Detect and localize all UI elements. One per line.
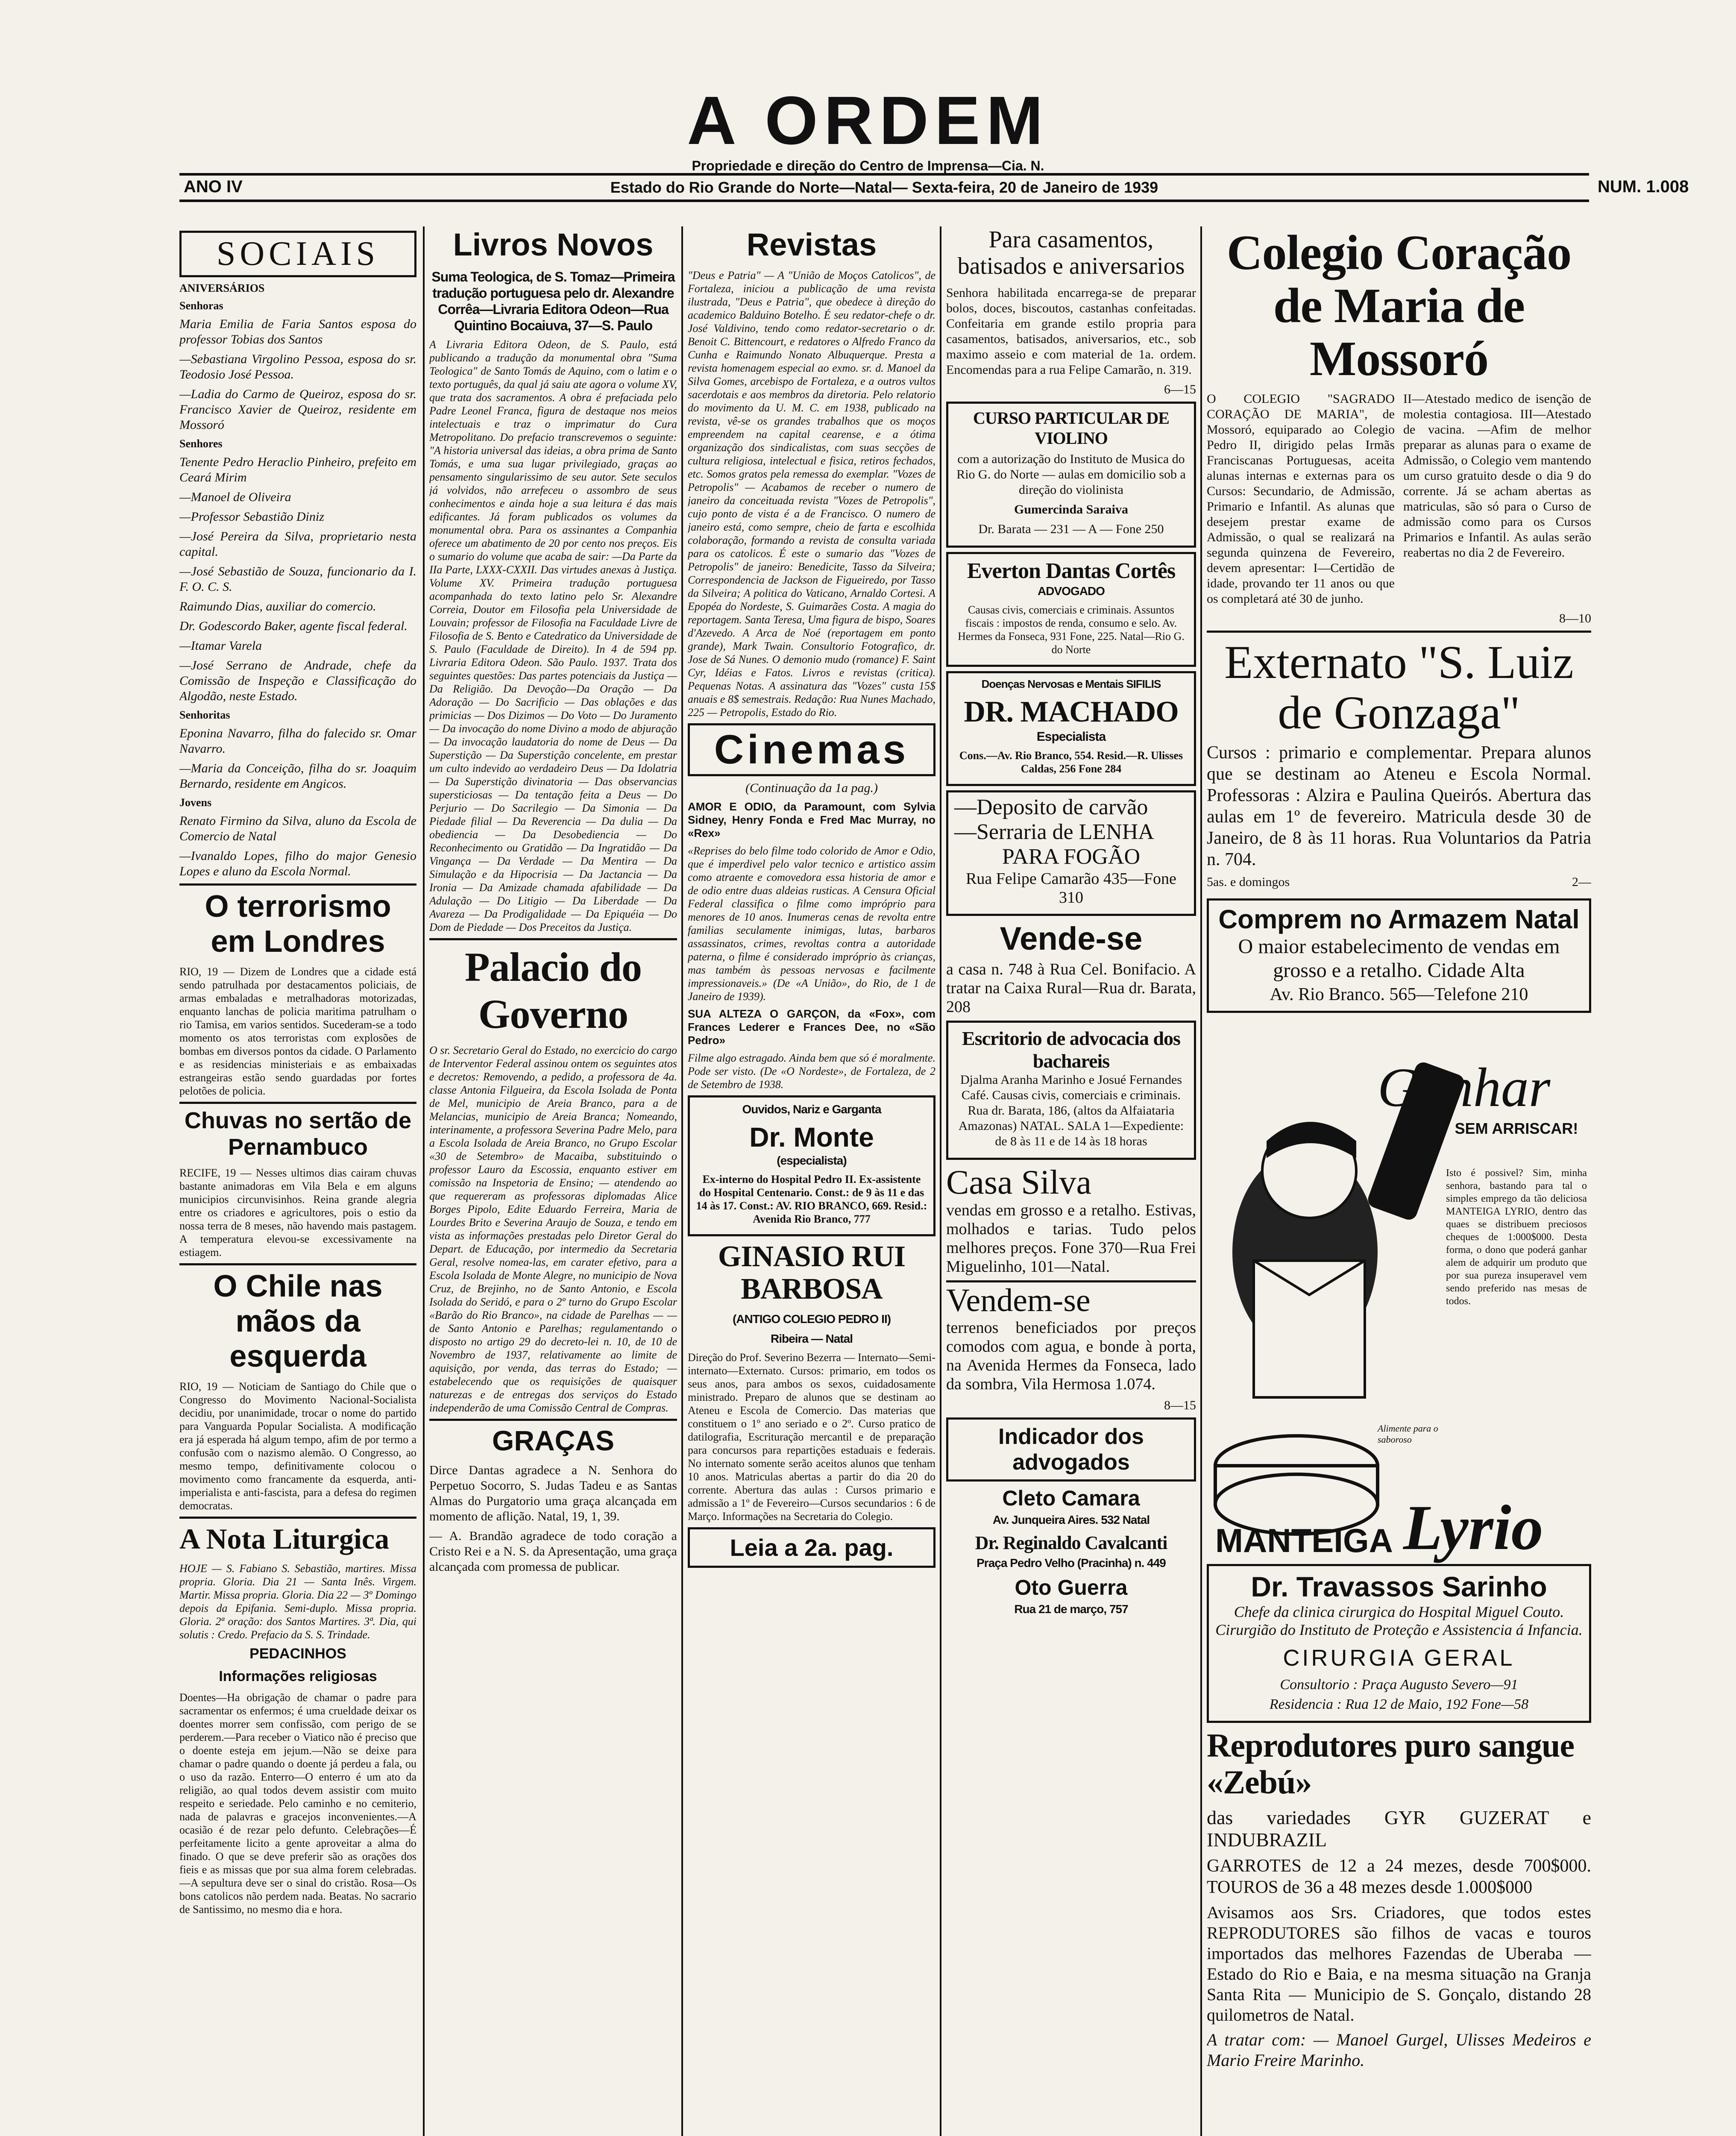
cinemas-continuation: (Continuação da 1a pag.): [745, 781, 878, 795]
zebu-headline: Reprodutores puro sangue «Zebú»: [1207, 1727, 1575, 1801]
sociais-heading: SOCIAIS: [216, 235, 380, 273]
cinemas-header-box: [688, 723, 935, 776]
column-divider: [1200, 226, 1202, 2136]
armazem-headline: Comprem no Armazem Natal: [1218, 905, 1580, 934]
lenha-ad: [946, 790, 1196, 916]
escritorio-text: Djalma Aranha Marinho e Josué Fernandes Café. Causas civis, comerciais e criminais. Rua dr. Barata, 186, (altos da Alfaiataria Amazonas) NATAL. SALA 1—Expediente: de 8 às 11 e de 14 às 18 horas: [958, 1073, 1184, 1148]
batisados-text: Senhora habilitada encarrega-se de preparar bolos, doces, biscoutos, castanhas confeitadas. Confeitaria em grande estilo propria para casamentos, batisados, aniversarios, etc., sob maximo asseio e com material de 1a. ordem. Encomendas para a rua Felipe Camarão, n. 319.: [946, 286, 1196, 377]
terrorismo-article: RIO, 19 — Dizem de Londres que a cidade está sendo patrulhada por destacamentos policiais, de armas embaladas e metralhadoras motorizadas, enquanto lanchas de policia maritima patrulham o rio Tamisa, em varios sentidos. Sucederam-se a todo momento os atos terroristas com explosões de bombas em diversos pontos da cidade. O Parlamento e as residencias ministeriais e as embaixadas estrangeiras estão sendo guardadas por fortes pelotões de policia.: [179, 965, 416, 1097]
list-item: Jovens: [179, 796, 212, 809]
leia-label: Leia a 2a. pag.: [730, 1534, 894, 1561]
livros-subhead: Suma Teologica, de S. Tomaz—Primeira tradução portuguesa pelo dr. Alexandre Corrêa—Livraria Editora Odeon—Rua Quintino Bocaiuva, 37—S. Paulo: [431, 269, 675, 333]
ginasio-headline: GINASIO RUI BARBOSA: [718, 1240, 906, 1306]
colegio-text-b: II—Atestado medico de isenção de molestia contagiosa. III—Atestado de vacina. —Afim de melhor preparar as alunas para o exame de Admissão, o Colegio vem mantendo um curso gratuito desde o dia 9 do corrente. Já se acham abertas as matriculas, são só para o Curso de admissão como para os Cursos Primarios e Infantil. As aulas serão reabertas no dia 2 de Fevereiro.: [1403, 392, 1591, 560]
ganhar-caption: Alimente para o saboroso: [1378, 1423, 1438, 1445]
list-item: Dr. Godescordo Baker, agente fiscal federal.: [179, 619, 408, 633]
list-item: Renato Firmino da Silva, aluno da Escola de Comercio de Natal: [179, 814, 416, 843]
list-item: —Ladia do Carmo de Queiroz, esposa do sr. Francisco Xavier de Queiroz, residente em Mossoró: [179, 387, 416, 432]
advogado-address: Praça Pedro Velho (Pracinha) n. 449: [976, 1556, 1166, 1570]
chile-article: RIO, 19 — Noticiam de Santiago do Chile que o Congresso do Movimento Nacional-Socialista decidiu, por unanimidade, trocar o nome do partido para Vanguarda Popular Socialista. A modificação era já esperada há algum tempo, afim de por termo a confusão com o nazismo alemão. O Congresso, ao mesmo tempo, definitivamente colocou o movimento como francamente da esquerda, anti-imperialista e anti-fascista, para a defesa do regimen democratas.: [179, 1380, 416, 1512]
ad-name: Dr. Monte: [749, 1122, 874, 1153]
everton-headline: Everton Dantas Cortês: [967, 559, 1176, 583]
ginasio-place: Ribeira — Natal: [771, 1332, 853, 1345]
column-anuncios: [946, 226, 1196, 2136]
ad-text: Ex-interno do Hospital Pedro II. Ex-assistente do Hospital Centenario. Const.: de 9 às 11 e das 14 às 17. Const.: AV. RIO BRANCO, 669. Resid.: Avenida Rio Branco, 777: [696, 1173, 927, 1225]
machado-ad: [946, 671, 1196, 786]
armazem-ad: [1207, 898, 1591, 1013]
list-item: —Ivanaldo Lopes, filho do major Genesio Lopes e aluno da Escola Normal.: [179, 849, 416, 878]
manteiga-lyrio-ad: [1207, 1030, 1591, 1563]
column-divider: [423, 226, 425, 2136]
chuvas-headline: Chuvas no sertão de Pernambuco: [184, 1108, 412, 1160]
everton-text: Causas civis, comerciais e criminais. Assuntos fiscais : impostos de renda, consumo e selo. Av. Hermes da Fonseca, 931 Fone, 225. Natal—Rio G. do Norte: [958, 604, 1185, 656]
gracas-text-2: — A. Brandão agradece de todo coração a Cristo Rei e a N. S. da Apresentação, uma graça alcançada com promessa de publicar.: [429, 1529, 677, 1574]
escritorio-headline: Escritorio de advocacia dos bachareis: [962, 1027, 1180, 1072]
zebu-subtitle: das variedades GYR GUZERAT e INDUBRAZIL: [1207, 1807, 1591, 1851]
vende-headline: Vende-se: [1000, 921, 1143, 957]
year-label: ANO IV: [184, 177, 243, 196]
armazem-text: O maior estabelecimento de vendas em grosso e a retalho. Cidade Alta: [1238, 935, 1560, 982]
palacio-headline: Palacio do Governo: [465, 944, 642, 1037]
advogado-name: Oto Guerra: [1015, 1576, 1128, 1599]
lenha-line: —Deposito de carvão: [954, 795, 1148, 819]
casa-silva-text: vendas em grosso e a retalho. Estivas, molhados e tarias. Tudo pelos melhores preços. Fone 370—Rua Frei Miguelinho, 101—Natal.: [946, 1201, 1196, 1276]
list-item: —Sebastiana Virgolino Pessoa, esposa do sr. Teodosio José Pessoa.: [179, 352, 416, 381]
list-item: Senhores: [179, 437, 223, 450]
section-label: ANIVERSÁRIOS: [179, 282, 265, 294]
cinema-title: AMOR E ODIO, da Paramount, com Sylvia Sidney, Henry Fonda e Fred Mac Murray, no «Rex»: [688, 800, 935, 839]
informacoes-heading: Informações religiosas: [219, 1668, 377, 1684]
indicador-headline: Indicador dos advogados: [998, 1424, 1144, 1475]
leia-box: [688, 1527, 935, 1568]
everton-role: ADVOGADO: [1038, 584, 1105, 598]
list-item: —Manoel de Oliveira: [179, 490, 291, 504]
colegio-text-a: O COLEGIO "SAGRADO CORAÇÃO DE MARIA", de Mossoró, equiparado ao Colegio Pedro II, dirigido pelas Irmãs Franciscanas Portuguesas, aceita alunas internas e externas para os Cursos: Secundario, de Admissão, Primario e Infantil. As alunas que desejem prestar exame de Admissão, o qual se realizará na segunda quinzena de Fevereiro, devem apresentar: I—Certidão de idade, provando ter 11 anos ou que os completará até 30 de junho.: [1207, 392, 1395, 606]
ginasio-subtitle: (ANTIGO COLEGIO PEDRO II): [732, 1312, 891, 1326]
column-colegio: [1207, 226, 1591, 2136]
zebu-prices: GARROTES de 12 a 24 mezes, desde 700$000. TOUROS de 36 a 48 mezes desde 1.000$000: [1207, 1856, 1591, 1897]
list-item: Tenente Pedro Heraclio Pinheiro, prefeito em Ceará Mirim: [179, 455, 416, 484]
sarinho-text: Chefe da clinica cirurgica do Hospital Miguel Couto. Cirurgião do Instituto de Proteção e Assistencia á Infancia.: [1215, 1603, 1583, 1638]
lyrio-word: Lyrio: [1403, 1492, 1543, 1563]
palacio-article: O sr. Secretario Geral do Estado, no exercicio do cargo de Interventor Federal assinou ontem os seguintes atos e decretos: Removendo, a pedido, a professora de 4a. classe Antonia Filgueira, da Escola Isolada de Ponta de Mel, municipio de Areia Branco, para a de Melancias, municipio de Areia Branca; Nomeando, interinamente, a professora Severina Padre Melo, para a Escola Isolada de Areia Branco, no Grupo Escolar «30 de Setembro» de Macaiba, substituindo o professor Lauro da Escossia, enquanto estiver em comissão na Inspetoria de Ensino; — atendendo ao que requereram as professoras diplomadas Alice Borges Pipolo, Edite Eduardo Ferreira, Maria de Lourdes Brito e Severina Araujo de Souza, e tendo em vista as informações prestadas pelo Diretor Geral do Depart. de Educação, por intermedio da Secretaria Geral, resolve nomea-las, em carater efetivo, para a Escola Isolada de Monte Alegre, no municipio de Nova Cruz, de Brejinho, no de Santo Antonio, e Escola Isolada do Seridó, e para o 2º turno do Grupo Escolar «Barão do Rio Branco», na cidade de Parelhas — — de Santo Antonio e Parelhas; regulamentando o disposto no artigo 29 do decreto-lei n. 10, de 10 de Novembro de 1937, relativamente ao limite de aquisição, por venda, das terras do Estado; — estabelecendo que os requisições de quaisquer naturezas e de entregas dos serviços do Estado independerão de uma Comissão Central de Compras.: [429, 1044, 677, 1414]
advogado-address: Rua 21 de março, 757: [1014, 1602, 1128, 1616]
terrorismo-headline: O terrorismo em Londres: [205, 889, 391, 959]
ginasio-text: Direção do Prof. Severino Bezerra — Internato—Semi-internato—Externato. Cursos: primario, em todos os seus anos, para ambos os sexos, cuidadosamente ministrado. Preparo de alunos que se destinam ao Ateneu e Escola de Comercio. Das materias que constituem o 1º ano seriado e o 2º. Curso pratico de datilografia, Escrituração mercantil e de preparação para concursos para repartições estaduais e federais. No internato somente serão aceitos alunos que tenham 10 anos. Matriculas abertas a partir do dia 20 do corrente. Abertura das aulas : Cursos primario e admissão a 1º de Fevereiro—Cursos secundarios : 6 de Março. Informações na Secretaria do Colegio.: [688, 1351, 935, 1523]
sarinho-consultorio: Consultorio : Praça Augusto Severo—91: [1280, 1677, 1518, 1693]
cinema-review: Filme algo estragado. Ainda bem que só é moralmente. Pode ser visto. (De «O Nordeste», de Fortaleza, de 2 de Setembro de 1938.: [688, 1052, 935, 1091]
dr-monte-ad: [688, 1095, 935, 1236]
machado-name: DR. MACHADO: [964, 695, 1179, 728]
cinemas-headline: Cinemas: [714, 727, 909, 772]
list-item: Eponina Navarro, filha do falecido sr. Omar Navarro.: [179, 726, 416, 756]
list-item: —Itamar Varela: [179, 639, 262, 653]
column-divider: [681, 226, 683, 2136]
sarinho-ad: [1207, 1564, 1591, 1723]
indicador-box: [946, 1417, 1196, 1482]
armazem-address: Av. Rio Branco. 565—Telefone 210: [1270, 985, 1528, 1004]
lenha-line: —Serraria de LENHA: [954, 820, 1154, 844]
revistas-article: "Deus e Patria" — A "União de Moços Catolicos", de Fortaleza, iniciou a publicação de uma revista ilustrada, "Deus e Patria", que obedece à direção do academico Balduino Botelho. É seu redator-chefe o dr. José Valdivino, tendo como redator-secretario o dr. Benoit C. Bittencourt, e redatores o Alfredo Franco da Cunha e Raimundo Nonato Albuquerque. Presta a revista homenagem especial ao exmo. sr. d. Manoel da Silva Gomes, arcebispo de Fortaleza, e a outros vultos sacerdotais e aos membros da diretoria. Pelo relatorio do movimento da U. M. C. em 1938, publicado na revista, vê-se os grandes trabalhos que os moços empreendem na capital cearense, e a ótima organização dos sindicalistas, com suas secções de cultura religiosa, intelectual e fisica, retiros fechados, etc. Somos gratos pela remessa do exemplar. "Vozes de Petropolis" — Acabamos de receber o numero de janeiro da conceituada revista "Vozes de Petropolis", cujo ponto de vista é a de Francisco. O numero de janeiro está, como sempre, cheio de farta e escolhida colaboração, formando a revista de consulta variada para os catolicos. É este o sumario das "Vozes de Petropolis" de janeiro: Benedicite, Tasso da Silveira; Correspondencia de Jackson de Figueiredo, por Tasso da Silveira; A politica do Vaticano, Arnaldo Cortesi. A Epopéa do Nordeste, S. Guimarães Costa. A magia do reportagem. Santa Teresa, Uma figura de bispo, Soares d'Azevedo. A Arca de Noé (reportagem em ponto grande), Mark Twain. Consultorio Fotografico, dr. Jose de Sá Nunes. O demonio mudo (romance) F. Saint Cyr, Idéias e Fatos. Livros e revistas (critica). Pequenas Notas. A assinatura das "Vozes" custa 15$ anuais e 8$ semestrais. Redação: Rua Nunes Machado, 225 — Petropolis, Estado do Rio.: [688, 269, 935, 719]
violino-address: Dr. Barata — 231 — A — Fone 250: [978, 522, 1164, 536]
list-item: Raimundo Dias, auxiliar do comercio.: [179, 599, 376, 613]
vende-text: a casa n. 748 à Rua Cel. Bonifacio. A tratar na Caixa Rural—Rua dr. Barata, 208: [946, 960, 1196, 1016]
nota-liturgica-headline: A Nota Liturgica: [179, 1523, 390, 1555]
nota-liturgica-text: HOJE — S. Fabiano S. Sebastião, martires. Missa propria. Gloria. Dia 21 — Santa Inês. Virgem. Martir. Missa propria. Gloria. Dia 22 — 3º Domingo depois da Epifania. Semi-duplo. Missa propria. Gloria. 2ª oração: dos Santos Martires. 3ª. Dia, qui solutis : Credo. Prefacio da S. S. Trindade.: [179, 1562, 416, 1641]
batisados-headline: Para casamentos, batisados e aniversarios: [957, 226, 1185, 279]
list-item: —José Sebastião de Souza, funcionario da I. F. O. C. S.: [179, 564, 416, 594]
terrenos-headline: Vendem-se: [946, 1282, 1091, 1318]
sociais-list: [179, 317, 416, 879]
list-item: —Maria da Conceição, filha do sr. Joaquim Bernardo, residente em Angicos.: [179, 761, 416, 791]
column-sociais: [179, 226, 416, 2136]
sociais-header-box: [179, 231, 416, 277]
gracas-headline: GRAÇAS: [492, 1425, 614, 1456]
machado-specialty: Doenças Nervosas e Mentais SIFILIS: [981, 678, 1161, 690]
dateline: Estado do Rio Grande do Norte—Natal— Sexta-feira, 20 de Janeiro de 1939: [179, 173, 1589, 202]
sarinho-headline: Dr. Travassos Sarinho: [1251, 1571, 1547, 1602]
advogado-name: Cleto Camara: [1002, 1486, 1140, 1510]
externato-ref: 2—: [1572, 875, 1591, 889]
zebu-text: Avisamos aos Srs. Criadores, que todos estes REPRODUTORES são filhos de vacas e touros importados das melhores Fazendas de Uberaba — Estado do Rio e Baia, e na mesma situação na Granja Santa Rita — Municipio de S. Gonçalo, distando 28 quilometros de Natal.: [1207, 1903, 1591, 2025]
column-revistas: [688, 226, 935, 2136]
column-livros: [429, 226, 677, 2136]
machado-text: Cons.—Av. Rio Branco, 554. Resid.—R. Ulisses Caldas, 256 Fone 284: [959, 749, 1183, 775]
casa-silva-headline: Casa Silva: [946, 1164, 1091, 1201]
violino-name: Gumercinda Saraiva: [1014, 502, 1128, 516]
cinema-title: SUA ALTEZA O GARÇON, da «Fox», com Frances Lederer e Frances Dee, no «São Pedro»: [688, 1007, 935, 1047]
livros-headline: Livros Novos: [453, 227, 654, 262]
zebu-contact: A tratar com: — Manoel Gurgel, Ulisses Medeiros e Mario Freire Marinho.: [1207, 2030, 1591, 2070]
externato-headline: Externato "S. Luiz de Gonzaga": [1224, 636, 1574, 739]
ganhar-word: Ganhar: [1378, 1057, 1551, 1118]
lenha-line: PARA FOGÃO: [1002, 845, 1141, 869]
colegio-ref: 8—10: [1559, 611, 1591, 625]
issue-number: NUM. 1.008: [1598, 177, 1689, 196]
violino-ad: [946, 402, 1196, 548]
violino-headline: CURSO PARTICULAR DE VIOLINO: [973, 408, 1169, 448]
ad-specialty: Ouvidos, Nariz e Garganta: [742, 1103, 881, 1116]
section-label: Senhoras: [179, 299, 223, 312]
list-item: Senhoritas: [179, 709, 230, 721]
revistas-headline: Revistas: [746, 227, 877, 262]
externato-text: Cursos : primario e complementar. Prepara alunos que se destinam ao Ateneu e Escola Normal. Professoras : Alzira e Paulina Queirós. Abertura das aulas em 1º de fevereiro. Matricula desde 30 de Janeiro, de 8 às 11 horas. Rua Voluntarios da Patria n. 704.: [1207, 743, 1591, 869]
livros-article: A Livraria Editora Odeon, de S. Paulo, está publicando a tradução da monumental obra "Suma Teologica" de Santo Tomás de Aquino, com o latim e o texto português, da qual já saiu ate agora o volume XV, que trata dos sacramentos. A obra é prefaciada pelo Padre Leonel Franca, figura de destaque nos meios intelectuais e traz o imprimatur do Cura Metropolitano. Do prefacio transcrevemos o seguinte: "A historia universal das ideias, a obra prima de Santo Tomás, e uma sua lugar privilegiado, graças ao pensamento singularissimo de seu autor. Sete seculos já volvidos, não arrefeceu o assombro de seus conhecimentos e ainda hoje a sua leitura é das mais edificantes. Já foram publicados os volumes da monumental obra. Para os assinantes a Companhia oferece um abatimento de 20 por cento nos preços. Eis o sumario do volume que acaba de sair: —Da Parte da IIa Parte, LXXX-CXXII. Das virtudes anexas à Justiça. Volume XV. Primeira tradução portuguesa acompanhada do texto latino pelo Sr. Alexandre Correia, Doutor em Filosofia pela Universidade de Louvain; professor de Filosofia na Faculdade Livre de Filosofia de S. Bento e Catedratico da Universidade de S. Paulo (Faculdade de Direito). In 4 de 594 pp. Livraria Editora Odeon. São Paulo. 1937. Trata dos seguintes questões: Das partes potenciais da Justiça — Da Religião. Da Devoção—Da Oração — Da Adoração — Do Sacrificio — Das oblações e das primicias — Dos Dizimos — Do Voto — Do Juramento — Da invocação do nome Divino a modo de abjuração — Da invocação laudatoria do nome de Deus — Da Superstição — Da Superstição concelente, em prestar um culto indevido ao verdadeiro Deus — Da Idolatria — Da Superstição divinatoria — Das observancias supersticiosas — Da tentação feita a Deus — Do Perjurio — Do Sacrilegio — Da Simonia — Da Piedade filial — Da Reverencia — Da dulia — Da obediencia — Da Desobediencia — Do Reconhecimento ou Gratidão — Da Ingratidão — Da Vingança — Da Verdade — Da Mentira — Da Simulação e da Hipocrisia — Da Jactancia — Da Ironia — Da Amizade chamada afabilidade — Da Adulação — Do Litigio — Da Liberdade — Da Avareza — Da Prodigalidade — Da Epiquéia — Do Dom de Piedade — Dos Preceitos da Justiça.: [429, 338, 677, 933]
list-item: Maria Emilia de Faria Santos esposa do professor Tobias dos Santos: [179, 317, 416, 346]
column-divider: [940, 226, 941, 2136]
manteiga-word: MANTEIGA: [1215, 1522, 1393, 1559]
list-item: —Professor Sebastião Diniz: [179, 510, 324, 524]
colegio-headline: Colegio Coração de Maria de Mossoró: [1226, 226, 1572, 386]
newspaper-title: A ORDEM: [687, 82, 1049, 158]
cinema-review: «Reprises do belo filme todo colorido de Amor e Odio, que é imperdivel pelo valor tecnico e artistico assim como atraente e comovedora essa historia de amor e de odio entre duas aldeias rusticas. A Censura Oficial Federal classifica o filme como impróprio para menores de 10 anos. Inumeras cenas de revolta entre familias seculamente inimigas, lutas, barbaros assassinatos, crimes, revoltas contra a autoridade paterna, o filme é considerado impróprio às crianças, mas também às pessoas nervosas e facilmente impressionaveis.» (De «A União», do Rio, de 1 de Janeiro de 1939).: [688, 845, 935, 1003]
chuvas-article: RECIFE, 19 — Nesses ultimos dias cairam chuvas bastante animadoras em Vila Bela e em alguns municipios circunvisinhos. Reina grande alegria entre os criadores e agricultores, pois o estio da nossa terra de 8 meses, não havendo mais pastagem. A temperatura elevou-se excessivamente na estiagem.: [179, 1167, 416, 1259]
ad-subtitle: (especialista): [777, 1154, 847, 1167]
ganhar-text: Isto é possivel? Sim, minha senhora, bastando para tal o simples emprego da tão deliciosa MANTEIGA LYRIO, dentro das quaes se distribuem preciosos cheques de 1:000$000. Desta forma, o dono que poderá ganhar alem de adquirir um produto que por sua pureza insuperavel vem sendo preferido nas mesas de todos.: [1446, 1168, 1587, 1307]
advogado-address: Av. Junqueira Aires. 532 Natal: [992, 1513, 1150, 1526]
advogado-name: Dr. Reginaldo Cavalcanti: [975, 1532, 1167, 1553]
sarinho-residencia: Residencia : Rua 12 de Maio, 192 Fone—58: [1269, 1696, 1529, 1712]
everton-ad: [946, 552, 1196, 667]
ganhar-subtitle: SEM ARRISCAR!: [1454, 1120, 1578, 1137]
gracas-text-1: Dirce Dantas agradece a N. Senhora do Perpetuo Socorro, S. Judas Tadeu e as Santas Almas do Purgatorio uma graça alcançada em momento de aflição. Natal, 19, 1, 39.: [429, 1463, 677, 1523]
cirurgia-label: CIRURGIA GERAL: [1283, 1645, 1515, 1671]
violino-text: com a autorização do Instituto de Musica do Rio G. do Norte — aulas em domicilio sob a direção do violinista: [956, 452, 1186, 497]
machado-role: Especialista: [1036, 730, 1106, 744]
batisados-ref: 6—15: [1164, 382, 1196, 396]
terrenos-ref: 8—15: [1164, 1398, 1196, 1412]
terrenos-text: terrenos beneficiados por preços comodos com agua, e bonde à porta, na Avenida Hermes da Fonseca, lado da sombra, Vila Hermosa 1.074.: [946, 1319, 1196, 1393]
newspaper-subtitle: Propriedade e direção do Centro de Imprensa—Cia. N.: [692, 158, 1044, 173]
lenha-address: Rua Felipe Camarão 435—Fone 310: [966, 870, 1176, 907]
escritorio-ad: [946, 1021, 1196, 1160]
informacoes-text: Doentes—Ha obrigação de chamar o padre para sacramentar os enfermos; é uma crueldade deixar os doentes morrer sem confissão, com perigo de se perderem.—Para receber o Viatico não é preciso que o doente esteja em jejum.—Não se deixe para chamar o padre quando o doente já perdeu a fala, ou o uso da razão. Enterro—O enterro é um ato da religião, ao qual todos devem assistir com muito respeito e seriedade. Pelo caminho e no cemiterio, nada de palavras e gracejos inconvenientes.—A ocasião é de rezar pelo defunto. Celebrações—É perfeitamente licito a gente aproveitar a alma do finado. O que se deve preferir são as orações dos fieis e as missas que por sua alma forem celebradas.—A sepultura deve ser o sinal do cristão. Rosa—Os bons catolicos não perdem nada. Beatas. No sacrario de Santissimo, no mesmo dia e hora.: [179, 1691, 416, 1916]
list-item: —José Pereira da Silva, proprietario nesta capital.: [179, 529, 416, 559]
externato-foot: 5as. e domingos: [1207, 875, 1290, 889]
list-item: —José Serrano de Andrade, chefe da Comissão de Inspeção e Classificação do Algodão, neste Estado.: [179, 658, 416, 703]
chile-headline: O Chile nas mãos da esquerda: [213, 1269, 383, 1373]
pedacinhos-heading: PEDACINHOS: [249, 1646, 346, 1662]
